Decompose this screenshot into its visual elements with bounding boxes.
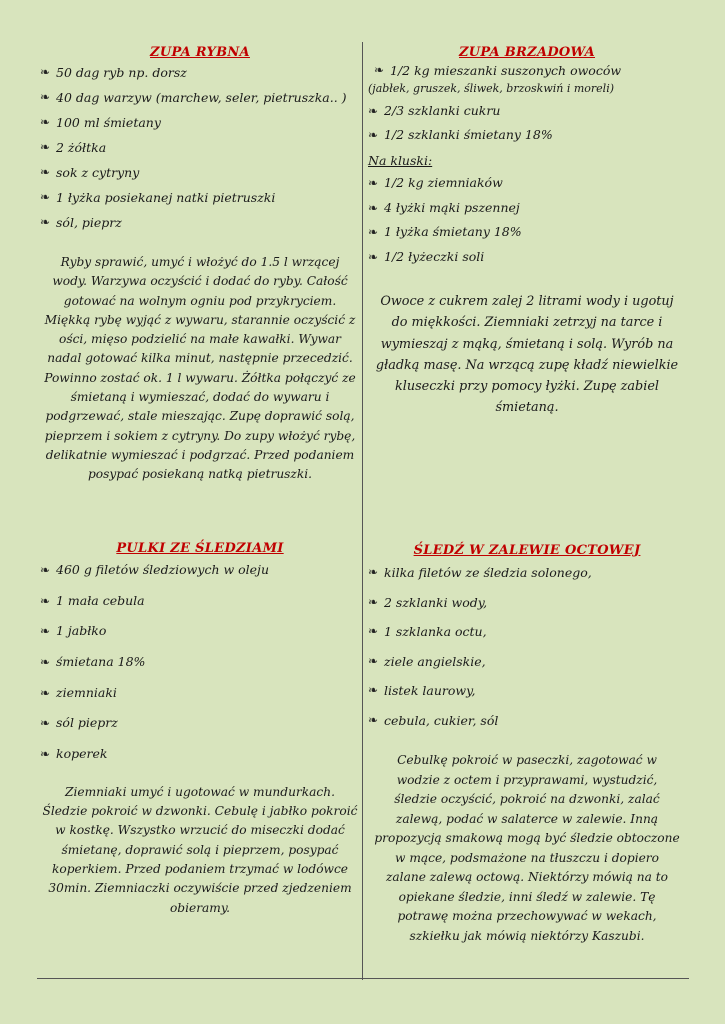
ingredient-text: 1/2 szklanki śmietany 18% <box>384 127 553 142</box>
vertical-divider <box>362 42 363 980</box>
horizontal-divider <box>37 978 689 979</box>
recipe-description: Cebulkę pokroić w paseczki, zagotować w wodzie z octem i przyprawami, wystudzić, śledzie oczyścić, pokroić na dzwonki, zalać zalewą, podać w salaterce w zalewie. Inną propozycją smakową mogą być śledzie obtoczone w mące, podsmażone na tłuszczu i dopiero zalane zalewą octową. Niektórzy mówią na to opiekane śledzie, inni śledź w zalewie. Tę potrawę można przechowywać w wekach, szkiełku jak mówią niektórzy Kaszubi. <box>374 753 680 943</box>
ingredient-item <box>368 126 686 150</box>
ingredient-text: kilka filetów ze śledzia solonego, <box>384 565 592 580</box>
ingredient-text: sól, pieprz <box>56 215 122 230</box>
ingredient-item <box>40 163 360 188</box>
ingredient-list <box>40 558 360 773</box>
recipe-pulki-ze-sledziami <box>40 541 360 918</box>
ingredient-text: 4 łyżki mąki pszennej <box>384 199 520 215</box>
leaf-bullet-icon: ❧ <box>40 747 51 762</box>
leaf-bullet-icon: ❧ <box>368 594 379 609</box>
ingredient-item <box>40 681 360 712</box>
recipe-description: Owoce z cukrem zalej 2 litrami wody i ugotuj do miękkości. Ziemniaki zetrzyj na tarce i wymieszaj z mąką, śmietaną i solą. Wyrób na gładką masę. Na wrzącą zupę kładź niewielkie kluseczki przy pomocy łyżki. Zupę zabiel śmietaną. <box>375 294 679 416</box>
ingredient-text: 1 łyżka śmietany 18% <box>384 224 522 239</box>
recipe-title: ŚLEDŹ W ZALEWIE OCTOWEJ <box>413 543 641 558</box>
ingredient-text: 1/2 łyżeczki soli <box>384 248 485 264</box>
ingredient-text: 460 g filetów śledziowych w oleju <box>56 562 269 577</box>
ingredient-item <box>368 620 686 650</box>
ingredient-text: sok z cytryny <box>56 165 140 180</box>
leaf-bullet-icon: ❧ <box>368 104 379 118</box>
leaf-bullet-icon: ❧ <box>368 249 379 264</box>
ingredient-text: ziele angielskie, <box>384 653 486 669</box>
recipe-description: Ryby sprawić, umyć i włożyć do 1.5 l wrzącej wody. Warzywa oczyścić i dodać do ryby. Całość gotować na wolnym ogniu pod przykryciem. Miękką rybę wyjąć z wywaru, starannie oczyścić z ości, mięso podzielić na małe kawałki. Wywar nadal gotować kilka minut, następnie przecedzić. Powinno zostać ok. 1 l wywaru. Żółtka połączyć ze śmietaną i wymieszać, dodać do wywaru i podgrzewać, stale mieszając. Zupę doprawić solą, pieprzem i sokiem z cytryny. Do zupy włożyć rybę, delikatnie wymieszać i podgrzać. Przed podaniem posypać posiekaną natką pietruszki. <box>44 255 356 482</box>
ingredient-text: koperek <box>56 746 108 762</box>
ingredient-item <box>40 113 360 138</box>
ingredient-item <box>368 248 686 273</box>
ingredient-item <box>368 102 686 126</box>
leaf-bullet-icon: ❧ <box>368 200 379 215</box>
ingredient-text: 40 dag warzyw (marchew, seler, pietruszka.. ) <box>56 90 347 105</box>
ingredient-item <box>368 679 686 709</box>
ingredient-item <box>40 213 360 238</box>
ingredient-text: sól pieprz <box>56 715 118 731</box>
ingredient-list <box>368 102 686 150</box>
ingredient-text: 100 ml śmietany <box>56 115 161 130</box>
ingredient-item <box>368 174 686 199</box>
leaf-bullet-icon: ❧ <box>368 565 379 579</box>
leaf-bullet-icon: ❧ <box>40 65 51 79</box>
ingredient-text: ziemniaki <box>56 684 117 700</box>
ingredient-list <box>40 63 360 238</box>
leaf-bullet-icon: ❧ <box>40 115 51 129</box>
leaf-bullet-icon: ❧ <box>368 176 379 190</box>
ingredient-item <box>40 711 360 742</box>
ingredient-text: 1 łyżka posiekanej natki pietruszki <box>56 190 276 205</box>
ingredient-item <box>368 650 686 680</box>
ingredient-item <box>368 199 686 224</box>
ingredient-item <box>40 650 360 681</box>
recipe-zupa-brzadowa <box>368 45 686 419</box>
leaf-bullet-icon: ❧ <box>368 624 379 638</box>
ingredient-text: listek laurowy, <box>384 683 476 698</box>
ingredient-item <box>40 63 360 88</box>
ingredient-sub-note: (jabłek, gruszek, śliwek, brzoskwiń i moreli) <box>368 82 615 95</box>
leaf-bullet-icon: ❧ <box>40 593 51 608</box>
recipe-description: Ziemniaki umyć i ugotować w mundurkach. Śledzie pokroić w dzwonki. Cebulę i jabłko pokroić w kostkę. Wszystko wrzucić do miseczki dodać śmietanę, doprawić solą i pieprzem, posypać koperkiem. Przed podaniem trzymać w lodówce 30min. Ziemniaczki oczywiście przed zjedzeniem obieramy. <box>42 784 358 915</box>
leaf-bullet-icon: ❧ <box>40 215 51 229</box>
ingredient-item <box>368 591 686 621</box>
ingredient-text: 1 szklanka octu, <box>384 624 487 639</box>
leaf-bullet-icon: ❧ <box>40 655 51 670</box>
ingredient-text: 2 żółtka <box>56 140 107 155</box>
ingredient-item <box>368 561 686 591</box>
ingredient-item <box>40 188 360 213</box>
leaf-bullet-icon: ❧ <box>40 624 51 639</box>
ingredient-item <box>40 88 360 113</box>
recipe-title: ZUPA RYBNA <box>150 45 250 60</box>
ingredient-text: 2/3 szklanki cukru <box>384 103 501 118</box>
leaf-bullet-icon: ❧ <box>40 140 51 154</box>
ingredient-text: 1/2 kg mieszanki suszonych owoców <box>390 63 622 78</box>
ingredient-item <box>368 63 686 82</box>
leaf-bullet-icon: ❧ <box>374 63 385 77</box>
leaf-bullet-icon: ❧ <box>368 128 379 142</box>
ingredient-text: 50 dag ryb np. dorsz <box>56 65 187 80</box>
recipe-title: ZUPA BRZADOWA <box>459 45 595 60</box>
leaf-bullet-icon: ❧ <box>368 712 379 727</box>
leaf-bullet-icon: ❧ <box>40 90 51 104</box>
leaf-bullet-icon: ❧ <box>368 683 379 697</box>
ingredient-item <box>368 709 686 739</box>
ingredient-item <box>40 589 360 620</box>
ingredient-text: cebula, cukier, sól <box>384 712 499 728</box>
ingredient-item <box>40 558 360 589</box>
leaf-bullet-icon: ❧ <box>368 225 379 239</box>
leaf-bullet-icon: ❧ <box>40 165 51 179</box>
ingredient-text: 1 mała cebula <box>56 592 145 608</box>
recipe-zupa-rybna <box>40 45 360 485</box>
leaf-bullet-icon: ❧ <box>40 190 51 204</box>
ingredient-item <box>40 138 360 163</box>
leaf-bullet-icon: ❧ <box>368 653 379 668</box>
leaf-bullet-icon: ❧ <box>40 563 51 577</box>
ingredient-list <box>368 561 686 738</box>
leaf-bullet-icon: ❧ <box>40 685 51 700</box>
ingredient-text: 1 jabłko <box>56 623 107 639</box>
recipe-sledz-w-zalewie-octowej <box>368 543 686 946</box>
ingredient-text: śmietana 18% <box>56 654 146 670</box>
ingredient-item <box>368 223 686 248</box>
ingredient-item <box>40 619 360 650</box>
leaf-bullet-icon: ❧ <box>40 716 51 731</box>
recipe-title: PULKI ZE ŚLEDZIAMI <box>116 541 284 556</box>
ingredient-item <box>40 742 360 773</box>
ingredient-list <box>368 174 686 272</box>
ingredient-text: 1/2 kg ziemniaków <box>384 175 503 190</box>
ingredient-text: 2 szklanki wody, <box>384 594 488 610</box>
dumplings-heading: Na kluski: <box>368 153 433 168</box>
ingredient-list <box>368 63 686 82</box>
